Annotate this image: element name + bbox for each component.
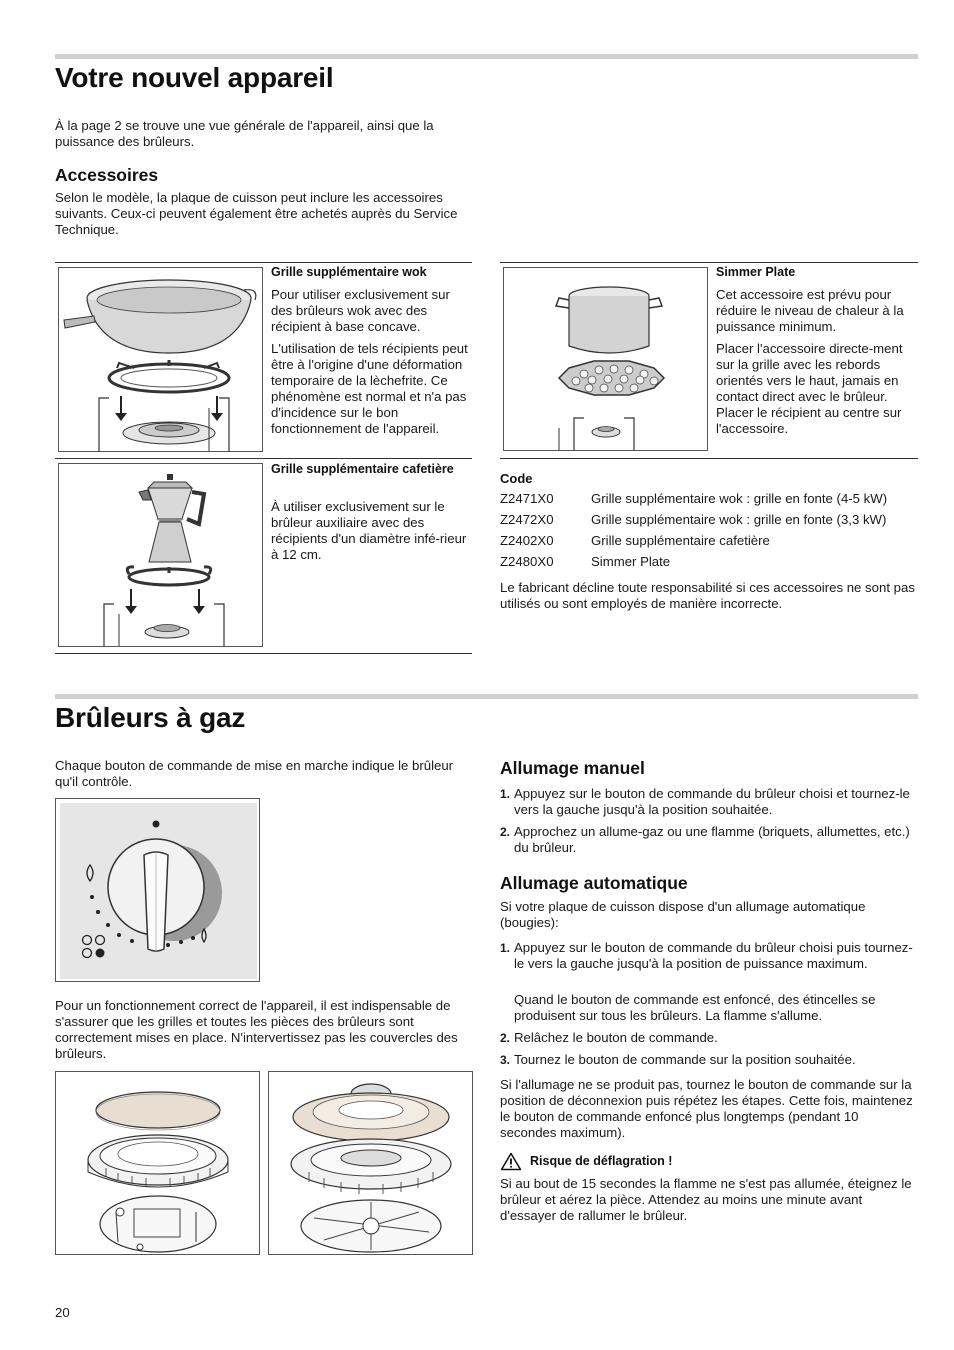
manual-ignition-heading: Allumage manuel [500,758,645,778]
list-item [500,824,920,856]
code-row [500,551,920,572]
warning-triangle-icon [500,1152,522,1171]
list-item [500,940,920,972]
simmer-paragraph-1: Cet accessoire est prévu pour réduire le niveau de chaleur à la puissance minimum. [716,287,904,334]
code-row [500,509,920,530]
auto-ignition-heading: Allumage automatique [500,873,688,893]
code-description: Grille supplémentaire wok : grille en fonte (3,3 kW) [591,512,887,527]
code-value: Z2472X0 [500,512,554,527]
code-description: Grille supplémentaire wok : grille en fonte (4-5 kW) [591,491,888,506]
simmer-paragraph-2: Placer l'accessoire directe-ment sur la grille avec les rebords orientés vers le haut, jamais en contact direct avec le brûleur. Placer le récipient au centre sur l'accessoire. [716,341,903,436]
accessories-heading: Accessoires [55,165,159,185]
wok-grid-illustration [58,267,263,452]
divider [500,262,918,263]
step-text: Relâchez le bouton de commande. [514,1030,718,1045]
divider [55,458,472,459]
section-title: Votre nouvel appareil [55,62,334,93]
wok-title: Grille supplémentaire wok [271,265,427,279]
correct-placement-paragraph: Pour un fonctionnement correct de l'appareil, il est indispensable de s'assurer que les grilles et toutes les pièces des brûleurs sont correctement mises en place. N'intervertissez pas les couvercles des brûleurs. [55,998,458,1061]
divider [500,458,918,459]
divider [55,653,472,654]
auto-ignition-steps [500,940,920,978]
auto-step1-note: Quand le bouton de commande est enfoncé, des étincelles se produisent sur tous les brûleurs. La flamme s'allume. [514,992,876,1023]
disclaimer-paragraph: Le fabricant décline toute responsabilité si ces accessoires ne sont pas utilisés ou sont employés de manière incorrecte. [500,580,915,611]
control-knob-illustration [55,798,260,982]
cafetiere-title: Grille supplémentaire cafetière [271,462,454,476]
intro-paragraph: À la page 2 se trouve une vue générale de l'appareil, ainsi que la puissance des brûleurs. [55,118,434,149]
auto-ignition-intro: Si votre plaque de cuisson dispose d'un allumage automatique (bougies): [500,899,866,930]
step-number: 3. [500,1053,511,1067]
code-description: Grille supplémentaire cafetière [591,533,770,548]
list-item [500,1052,920,1068]
wok-paragraph-1: Pour utiliser exclusivement sur des brûleurs wok avec des récipient à base concave. [271,287,450,334]
code-row [500,530,920,551]
warning-paragraph: Si au bout de 15 secondes la flamme ne s'est pas allumée, éteignez le brûleur et aérez la pièce. Attendez au moins une minute avant d'essayer de rallumer le brûleur. [500,1176,912,1223]
retry-paragraph: Si l'allumage ne se produit pas, tournez le bouton de commande sur la position de déconnexion puis répétez les étapes. Cette fois, maintenez le bouton de commande enfoncé plus longtemps (pendant 10 secondes maximum). [500,1077,913,1140]
cafetiere-grid-illustration [58,463,263,647]
code-table [500,488,920,572]
section-title: Brûleurs à gaz [55,702,246,733]
step-number: 2. [500,1031,511,1045]
cafetiere-paragraph: À utiliser exclusivement sur le brûleur auxiliaire avec des récipients d'un diamètre infé-rieur à 12 cm. [271,499,467,562]
code-value: Z2402X0 [500,533,554,548]
step-text: Appuyez sur le bouton de commande du brûleur choisi et tournez-le vers la gauche jusqu'à la position souhaitée. [514,786,910,817]
code-heading: Code [500,471,533,486]
section-rule-top [55,694,918,699]
manual-ignition-steps [500,786,920,862]
divider [55,262,472,263]
code-value: Z2471X0 [500,491,554,506]
wok-burner-illustration [268,1071,473,1255]
auto-ignition-steps-continued [500,1030,920,1074]
small-burner-illustration [55,1071,260,1255]
code-description: Simmer Plate [591,554,671,569]
list-item [500,1030,920,1046]
simmer-title: Simmer Plate [716,265,796,279]
simmer-plate-illustration [503,267,708,451]
step-number: 1. [500,941,511,955]
wok-paragraph-2: L'utilisation de tels récipients peut être à l'origine d'une déformation temporaire de la lèchefrite. Ce phénomène est normal et n'a pas d'incidence sur le bon fonctionnement de l'appareil. [271,341,468,436]
list-item [500,786,920,818]
code-value: Z2480X0 [500,554,554,569]
burners-intro: Chaque bouton de commande de mise en marche indique le brûleur qu'il contrôle. [55,758,454,789]
warning-title: Risque de déflagration ! [530,1154,673,1168]
page-number: 20 [55,1305,70,1320]
step-number: 2. [500,825,511,839]
accessories-paragraph: Selon le modèle, la plaque de cuisson peut inclure les accessoires suivants. Ceux-ci peuvent également être achetés auprès du Service Technique. [55,190,458,237]
section-rule-top [55,54,918,59]
code-row [500,488,920,509]
step-number: 1. [500,787,511,801]
warning-heading [500,1152,672,1171]
step-text: Tournez le bouton de commande sur la position souhaitée. [514,1052,856,1067]
step-text: Appuyez sur le bouton de commande du brûleur choisi puis tournez-le vers la gauche jusqu'à la position de puissance maximum. [514,940,913,971]
step-text: Approchez un allume-gaz ou une flamme (briquets, allumettes, etc.) du brûleur. [514,824,910,855]
